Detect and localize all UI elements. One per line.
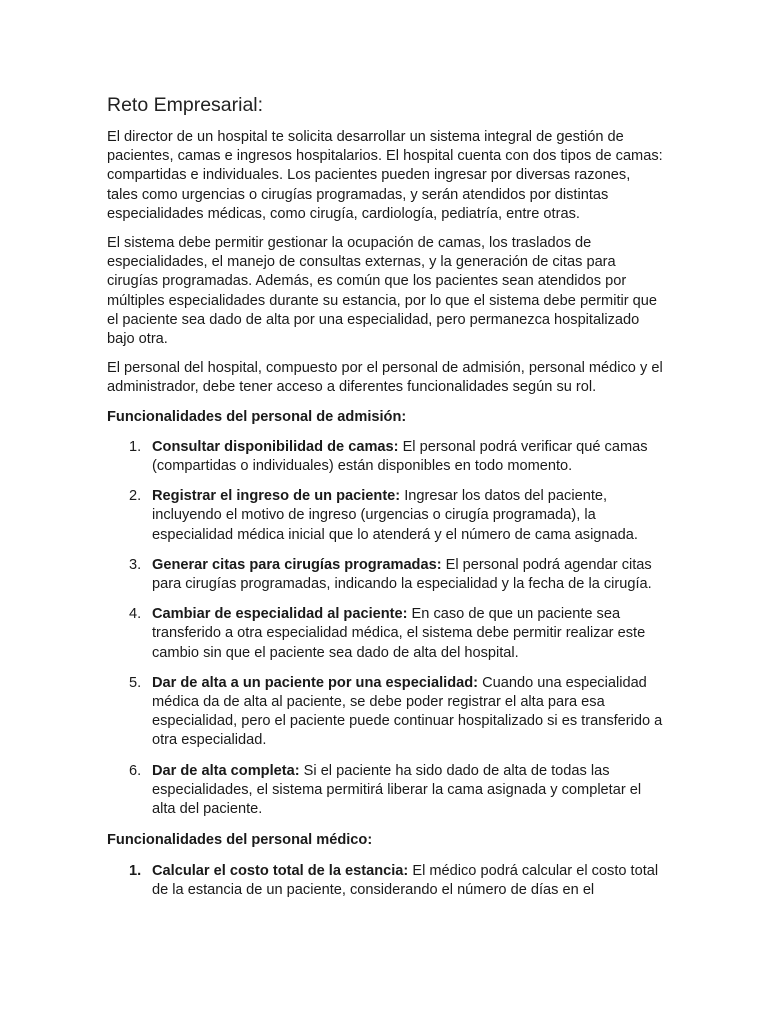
list-item-text: Cuando una especialidad médica da de alta al paciente, se debe poder registrar el alta para esa especialidad, pero el paciente puede continuar hospitalizado si es transferido a otra especialidad.: [152, 674, 663, 749]
list-item-lead: Registrar el ingreso de un paciente:: [152, 488, 401, 505]
list-item-number: 1.: [129, 862, 142, 879]
list-item: [107, 674, 663, 751]
admission-functions-list: [107, 438, 663, 819]
list-item: [107, 438, 663, 476]
list-item: [107, 762, 663, 820]
list-item-text: En caso de que un paciente sea transferido a otra especialidad médica, el sistema debe permitir realizar este cambio sin que el paciente sea dado de alta del hospital.: [152, 606, 646, 661]
list-item-text: El personal podrá agendar citas para cirugías programadas, indicando la especialidad y la fecha de la cirugía.: [152, 556, 652, 593]
list-item: [107, 556, 663, 594]
intro-paragraph: El director de un hospital te solicita desarrollar un sistema integral de gestión de pacientes, camas e ingresos hospitalarios. El hospital cuenta con dos tipos de camas: compartidas e individuales. Los pacientes pueden ingresar por diversas razones, tales como urgencias o cirugías programadas, y serán atendidos por distintas especialidades médicas, como cirugía, cardiología, pediatría, entre otras.: [107, 129, 663, 222]
list-item-lead: Consultar disponibilidad de camas:: [152, 438, 399, 455]
list-item-number: 3.: [129, 556, 142, 573]
list-item-text: Si el paciente ha sido dado de alta de todas las especialidades, el sistema permitirá liberar la cama asignada y completar el alta del paciente.: [152, 762, 642, 818]
roles-paragraph: El personal del hospital, compuesto por el personal de admisión, personal médico y el administrador, debe tener acceso a diferentes funcionalidades según su rol.: [107, 360, 663, 396]
list-item-number: 4.: [129, 606, 142, 623]
list-item-text: El médico podrá calcular el costo total de la estancia de un paciente, considerando el número de días en el: [152, 862, 659, 898]
medical-functions-list: [107, 862, 663, 900]
list-item-lead: Dar de alta completa:: [152, 762, 300, 779]
list-item-lead: Cambiar de especialidad al paciente:: [152, 606, 408, 623]
requirements-paragraph: El sistema debe permitir gestionar la ocupación de camas, los traslados de especialidades, el manejo de consultas externas, y la generación de citas para cirugías programadas. Además, es común que los pacientes sean atendidos por múltiples especialidades durante su estancia, por lo que el sistema debe permitir que el paciente sea dado de alta por una especialidad, pero permanezca hospitalizado bajo otra.: [107, 235, 658, 348]
list-item-lead: Dar de alta a un paciente por una especialidad:: [152, 674, 479, 691]
list-item-number: 1.: [129, 438, 142, 455]
list-item-text: El personal podrá verificar qué camas (compartidas o individuales) están disponibles en todo momento.: [152, 438, 648, 475]
list-item-lead: Generar citas para cirugías programadas:: [152, 556, 442, 573]
list-item-number: 6.: [129, 762, 142, 779]
list-item-lead: Calcular el costo total de la estancia:: [152, 862, 409, 879]
document-title: Reto Empresarial:: [107, 94, 264, 116]
list-item: [107, 605, 663, 663]
document-page: [107, 92, 663, 912]
list-item-number: 2.: [129, 488, 142, 505]
medical-section-heading: Funcionalidades del personal médico:: [107, 832, 373, 849]
admission-section-heading: Funcionalidades del personal de admisión:: [107, 408, 407, 425]
list-item: [107, 862, 663, 900]
list-item-number: 5.: [129, 674, 142, 691]
list-item-text: Ingresar los datos del paciente, incluyendo el motivo de ingreso (urgencias o cirugía programada), la especialidad médica inicial que lo atenderá y el número de cama asignada.: [152, 488, 638, 543]
list-item: [107, 487, 663, 545]
